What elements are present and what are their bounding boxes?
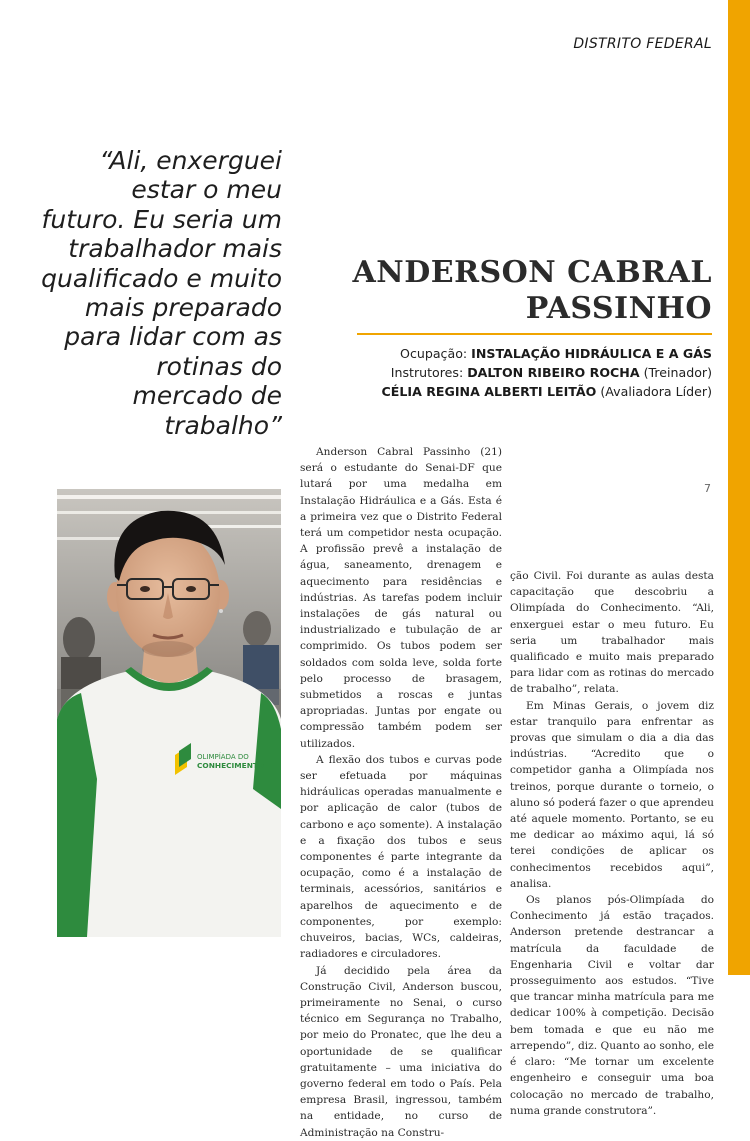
portrait-photo	[57, 489, 281, 937]
instructor-1-role: (Treinador)	[643, 365, 712, 380]
paragraph: ção Civil. Foi durante as aulas desta capacitação que descobriu a Olimpíada do Conhecimento. “Ali, enxerguei estar o meu futuro. Eu seria um trabalhador mais qualificado e muito mais preparado para lidar com as rotinas do mercado de trabalho”, relata.	[510, 570, 714, 696]
occupation-label: Ocupação:	[400, 346, 468, 361]
instructors-line	[300, 363, 712, 382]
pull-quote: “Ali, enxerguei estar o meu futuro. Eu seria um trabalhador mais qualificado e muito mais preparado para lidar com as rotinas do mercado de trabalho”	[41, 146, 282, 440]
title-underline	[357, 333, 712, 335]
instructor-2-line	[300, 382, 712, 401]
shirt-logo-line-1: OLIMPÍADA DO	[197, 753, 249, 761]
shirt-logo-line-2: CONHECIMENTO	[197, 761, 265, 770]
paragraph: Os planos pós-Olimpíada do Conhecimento já estão traçados. Anderson pretende destrancar a matrícula da faculdade de Engenharia Civil e voltar dar prosseguimento aos estudos. “Tive que trancar minha matrícula para me dedicar 100% à competição. Decisão bem tomada e que eu não me arrependo”, diz. Quanto ao sonho, ele é claro: “Me tornar um excelente engenheiro e conseguir uma boa colocação no mercado de trabalho, numa grande construtora”.	[510, 894, 714, 1117]
instructors-label: Instrutores:	[390, 365, 464, 380]
title-line-2: PASSINHO	[525, 291, 712, 326]
instructor-2-role: (Avaliadora Líder)	[600, 384, 712, 399]
section-title: DISTRITO FEDERAL	[573, 36, 712, 52]
paragraph: Já decidido pela área da Construção Civil, Anderson buscou, primeiramente no Senai, o curso técnico em Segurança no Trabalho, por meio do Pronatec, que lhe deu a oportunidade de se qualificar gratuitamente – uma iniciativa do governo federal em todo o País. Pela empresa Brasil, ingressou, também na entidade, no curso de Administração na Constru-	[300, 964, 502, 1139]
instructor-1-name: DALTON RIBEIRO ROCHA	[467, 365, 640, 380]
occupation-line	[300, 344, 712, 363]
article-title	[330, 255, 712, 327]
page-number: 7	[704, 482, 711, 495]
paragraph: Em Minas Gerais, o jovem diz estar tranquilo para enfrentar as provas que simulam o dia a dia das indústrias. “Acredito que o competidor ganha a Olimpíada nos treinos, porque durante o torneio, o aluno só poderá fazer o que aprendeu até aquele momento. Portanto, se eu me dedicar ao máximo aqui, lá só terei condições de aplicar os conhecimentos recebidos aqui”, analisa.	[510, 699, 714, 890]
article-column-1	[300, 444, 502, 1141]
paragraph: A flexão dos tubos e curvas pode ser efetuada por máquinas hidráulicas operadas manualmente e por aplicação de calor (tubos de carbono e aço somente). A instalação e a fixação dos tubos e seus componentes é parte integrante da ocupação, como é a instalação de terminais, acessórios, sanitários e aparelhos de aquecimento e de componentes, por exemplo: chuveiros, bacias, WCs, caldeiras, radiadores e circuladores.	[300, 753, 502, 961]
credits-block	[300, 344, 712, 401]
paragraph: Anderson Cabral Passinho (21) será o estudante do Senai-DF que lutará por uma medalha em Instalação Hidráulica e a Gás. Esta é a primeira vez que o Distrito Federal terá um competidor nesta ocupação. A profissão prevê a instalação de água, saneamento, drenagem e aquecimento para residências e indústrias. As tarefas podem incluir instalações de gás natural ou industrializado e tubulação de ar comprimido. Os tubos podem ser soldados com solda leve, solda forte pelo processo de brasagem, submetidos a roscas e juntas apropriadas. Juntas por engate ou compressão também podem ser utilizados.	[300, 446, 502, 750]
title-line-1: ANDERSON CABRAL	[352, 255, 712, 290]
article-column-2	[510, 568, 714, 1119]
side-color-bar	[728, 0, 750, 975]
occupation-value: INSTALAÇÃO HIDRÁULICA E A GÁS	[471, 346, 712, 361]
instructor-2-name: CÉLIA REGINA ALBERTI LEITÃO	[381, 384, 597, 399]
